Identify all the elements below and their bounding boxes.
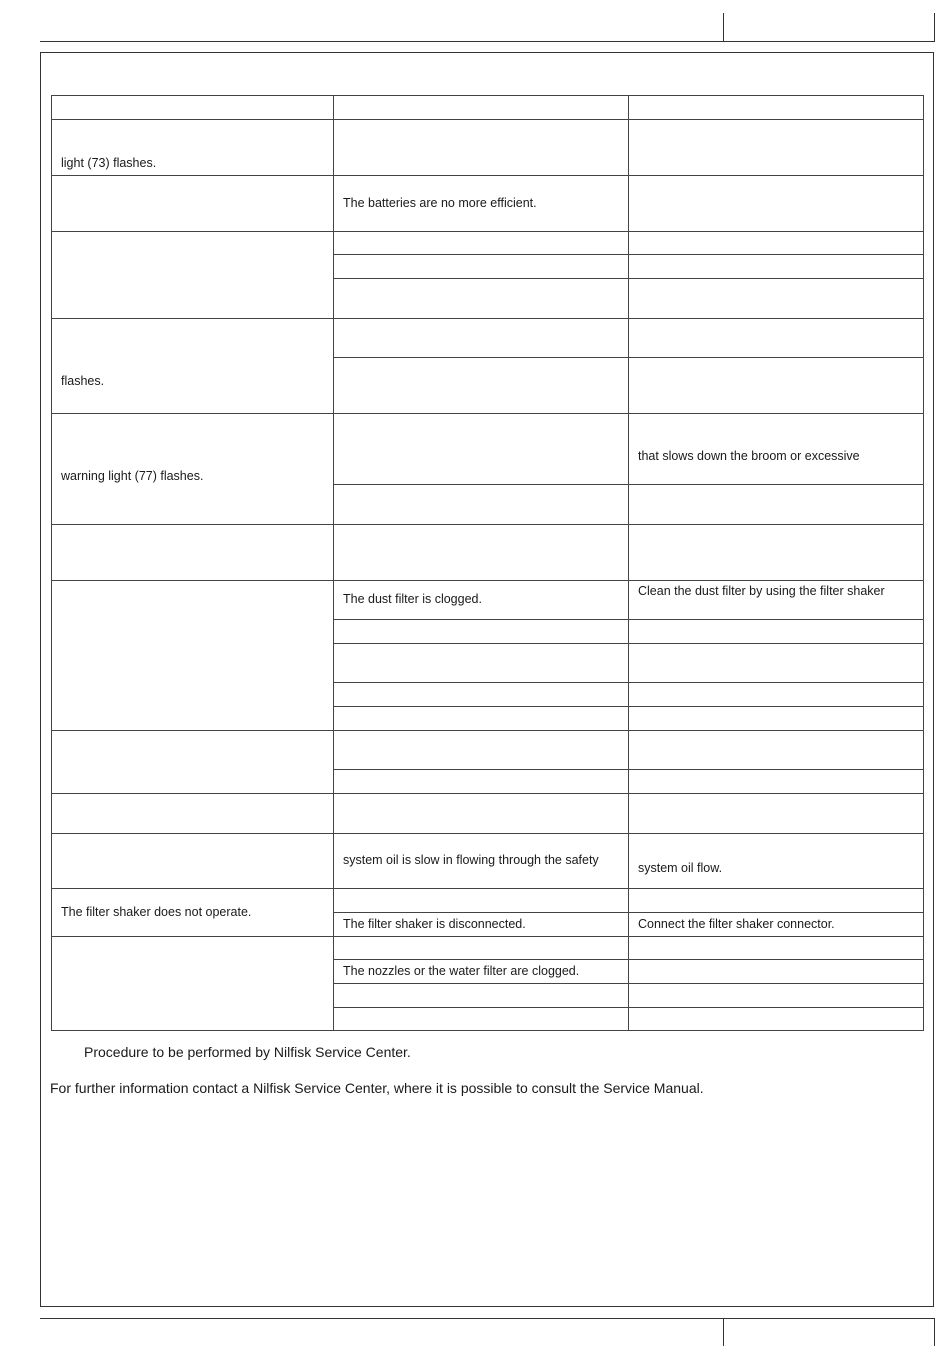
remedy-cell [629, 358, 924, 414]
remedy-text: Connect the filter shaker connector. [638, 917, 835, 931]
table-row [52, 937, 924, 960]
table-row [52, 731, 924, 770]
table-row [52, 525, 924, 581]
header-tab-divider [723, 13, 724, 41]
remedy-cell [629, 937, 924, 960]
cause-cell [334, 707, 629, 731]
cause-cell [334, 485, 629, 525]
remedy-cell [629, 176, 924, 232]
remedy-cell [629, 683, 924, 707]
table-header-row [52, 96, 924, 120]
remedy-text: that slows down the broom or excessive [638, 449, 860, 463]
header-rule [40, 41, 935, 42]
remedy-text: Clean the dust filter by using the filter shaker [638, 584, 885, 598]
cause-text: The filter shaker is disconnected. [343, 917, 526, 931]
problem-cell [52, 581, 334, 731]
remedy-cell [629, 581, 924, 620]
remedy-cell [629, 120, 924, 176]
problem-text: warning light (77) flashes. [61, 469, 204, 483]
cause-cell [334, 683, 629, 707]
cause-text: The dust filter is clogged. [343, 592, 482, 606]
problem-text: The filter shaker does not operate. [61, 905, 252, 919]
cause-cell [334, 794, 629, 834]
header-cell-cause [334, 96, 629, 120]
cause-cell [334, 731, 629, 770]
cause-text: system oil is slow in flowing through the safety [343, 853, 599, 867]
remedy-cell [629, 834, 924, 889]
table-row [52, 232, 924, 255]
problem-cell [52, 834, 334, 889]
cause-cell [334, 960, 629, 984]
problem-text: flashes. [61, 374, 105, 388]
table-row [52, 176, 924, 232]
cause-cell [334, 255, 629, 279]
remedy-cell [629, 525, 924, 581]
problem-cell [52, 525, 334, 581]
procedure-note: Procedure to be performed by Nilfisk Service Center. [84, 1044, 411, 1060]
cause-cell [334, 620, 629, 644]
cause-text: The nozzles or the water filter are clogged. [343, 964, 580, 978]
cause-cell [334, 232, 629, 255]
cause-cell [334, 913, 629, 937]
cause-text: The batteries are no more efficient. [343, 196, 537, 210]
remedy-cell [629, 232, 924, 255]
cause-cell [334, 834, 629, 889]
remedy-cell [629, 794, 924, 834]
remedy-cell [629, 255, 924, 279]
remedy-cell [629, 731, 924, 770]
cause-cell [334, 889, 629, 913]
remedy-cell [629, 913, 924, 937]
remedy-cell [629, 1008, 924, 1031]
remedy-cell [629, 485, 924, 525]
remedy-text: system oil flow. [638, 861, 723, 875]
problem-cell [52, 319, 334, 414]
table-row [52, 414, 924, 485]
table-row [52, 581, 924, 620]
further-info-note: For further information contact a Nilfisk Service Center, where it is possible to consult the Service Manual. [50, 1080, 704, 1096]
remedy-cell [629, 770, 924, 794]
remedy-cell [629, 620, 924, 644]
footer-right-border [934, 1318, 935, 1346]
remedy-cell [629, 960, 924, 984]
problem-cell [52, 120, 334, 176]
header-cell-remedy [629, 96, 924, 120]
troubleshooting-table [51, 95, 924, 1031]
table-row [52, 120, 924, 176]
header-right-border [934, 13, 935, 41]
remedy-cell [629, 319, 924, 358]
remedy-cell [629, 889, 924, 913]
cause-cell [334, 176, 629, 232]
cause-cell [334, 319, 629, 358]
problem-cell [52, 731, 334, 794]
header-cell-problem [52, 96, 334, 120]
cause-cell [334, 581, 629, 620]
remedy-cell [629, 984, 924, 1008]
footer-tab-divider [723, 1318, 724, 1346]
problem-cell [52, 176, 334, 232]
problem-cell [52, 794, 334, 834]
cause-cell [334, 525, 629, 581]
problem-cell [52, 414, 334, 525]
table-row [52, 319, 924, 358]
table-row [52, 834, 924, 889]
cause-cell [334, 770, 629, 794]
problem-text: light (73) flashes. [61, 156, 157, 170]
problem-cell [52, 232, 334, 319]
cause-cell [334, 1008, 629, 1031]
footer-rule [40, 1318, 935, 1319]
cause-cell [334, 414, 629, 485]
remedy-cell [629, 644, 924, 683]
remedy-cell [629, 414, 924, 485]
cause-cell [334, 644, 629, 683]
table-row [52, 794, 924, 834]
cause-cell [334, 279, 629, 319]
table-row [52, 889, 924, 913]
cause-cell [334, 984, 629, 1008]
remedy-cell [629, 707, 924, 731]
problem-cell [52, 889, 334, 937]
cause-cell [334, 120, 629, 176]
problem-cell [52, 937, 334, 1031]
remedy-cell [629, 279, 924, 319]
cause-cell [334, 937, 629, 960]
cause-cell [334, 358, 629, 414]
